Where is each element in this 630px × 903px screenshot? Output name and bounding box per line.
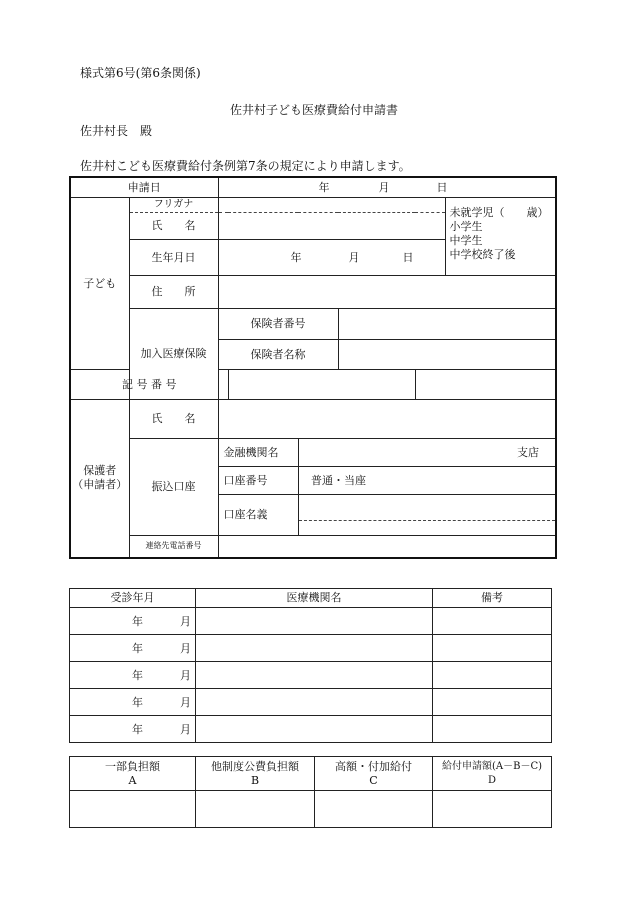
birthdate-field[interactable] [218, 240, 445, 276]
account-number-label: 口座番号 [218, 467, 298, 495]
insurer-name-label: 保険者名称 [218, 340, 338, 370]
branch-label: 支店 [517, 445, 539, 459]
hospital-name-cell[interactable] [196, 689, 433, 716]
hospital-name-header: 医療機関名 [196, 589, 433, 608]
status-preschool[interactable]: 未就学児（ 歳） [449, 206, 549, 219]
birthdate-label: 生年月日 [129, 240, 218, 276]
bank-name-label: 金融機関名 [218, 439, 298, 467]
symbol-number-label: 記 号 番 号 [70, 370, 228, 400]
status-after-junior-high[interactable]: 中学校終了後 [449, 248, 516, 261]
child-name-field[interactable] [218, 213, 445, 240]
hospital-name-cell[interactable] [196, 662, 433, 689]
hospital-name-cell[interactable] [196, 608, 433, 635]
application-date-label: 申請日 [70, 177, 218, 198]
table-row [70, 716, 552, 743]
remarks-cell[interactable] [433, 662, 552, 689]
phone-label: 連絡先電話番号 [129, 536, 218, 558]
other-public-burden-field[interactable] [196, 791, 315, 828]
visit-date-header: 受診年月 [70, 589, 196, 608]
hospital-name-cell[interactable] [196, 635, 433, 662]
benefit-claim-field[interactable] [433, 791, 552, 828]
page-title: 佐井村子ども医療費給付申請書 [230, 103, 399, 117]
guardian-name-label: 氏 名 [129, 400, 218, 439]
status-junior-high[interactable]: 中学生 [449, 234, 483, 247]
child-status-options[interactable] [445, 198, 556, 276]
visit-date-cell[interactable]: 年 月 [70, 716, 196, 743]
visit-date-cell[interactable]: 年 月 [70, 635, 196, 662]
phone-field[interactable] [218, 536, 556, 558]
benefit-claim-header: 給付申請額(A－B－C) D [433, 757, 552, 791]
remarks-cell[interactable] [433, 608, 552, 635]
remarks-cell[interactable] [433, 716, 552, 743]
transfer-account-label: 振込口座 [129, 439, 218, 536]
bank-name-field[interactable] [298, 439, 556, 467]
birth-year-unit: 年 [290, 251, 302, 264]
statement-text: 佐井村こども医療費給付条例第7条の規定により申請します。 [80, 159, 411, 173]
other-public-burden-header: 他制度公費負担額 B [196, 757, 315, 791]
insurer-name-field[interactable] [338, 340, 556, 370]
account-holder-field[interactable] [298, 495, 556, 536]
account-number-field[interactable] [298, 467, 556, 495]
form-number: 様式第6号(第6条関係) [80, 66, 201, 80]
account-type-label[interactable]: 普通・当座 [311, 473, 366, 487]
hospital-name-cell[interactable] [196, 716, 433, 743]
partial-burden-field[interactable] [70, 791, 196, 828]
addressee: 佐井村長 殿 [80, 124, 153, 138]
remarks-cell[interactable] [433, 689, 552, 716]
table-row [70, 662, 552, 689]
application-table [69, 176, 557, 559]
visit-date-cell[interactable]: 年 月 [70, 689, 196, 716]
table-row [70, 635, 552, 662]
address-field[interactable] [218, 276, 556, 309]
month-unit: 月 [378, 181, 390, 194]
visit-date-cell[interactable]: 年 月 [70, 608, 196, 635]
guardian-section-label: 保護者 （申請者） [70, 400, 129, 558]
visit-date-cell[interactable]: 年 月 [70, 662, 196, 689]
table-row [70, 689, 552, 716]
birth-month-unit: 月 [348, 251, 360, 264]
high-cost-benefit-header: 高額・付加給付 C [315, 757, 433, 791]
insurer-number-label: 保険者番号 [218, 309, 338, 340]
remarks-header: 備考 [433, 589, 552, 608]
furigana-field[interactable] [218, 198, 445, 213]
application-date-field[interactable] [218, 177, 556, 198]
address-label: 住 所 [129, 276, 218, 309]
year-unit: 年 [318, 181, 330, 194]
insurer-number-field[interactable] [338, 309, 556, 340]
account-holder-furigana-line [299, 510, 556, 521]
table-row [70, 608, 552, 635]
symbol-number-field[interactable] [228, 370, 415, 400]
partial-burden-header: 一部負担額 A [70, 757, 196, 791]
status-elementary[interactable]: 小学生 [449, 220, 483, 233]
remarks-cell[interactable] [433, 635, 552, 662]
visits-table [69, 588, 552, 743]
child-name-label: 氏 名 [129, 213, 218, 240]
guardian-name-field[interactable] [218, 400, 556, 439]
furigana-label: フリガナ [129, 198, 218, 213]
high-cost-benefit-field[interactable] [315, 791, 433, 828]
account-holder-label: 口座名義 [218, 495, 298, 536]
child-section-label: 子ども [70, 198, 129, 370]
amounts-table [69, 756, 552, 828]
birth-day-unit: 日 [402, 251, 414, 264]
insurance-label: 加入医療保険 [129, 309, 218, 400]
day-unit: 日 [436, 181, 448, 194]
